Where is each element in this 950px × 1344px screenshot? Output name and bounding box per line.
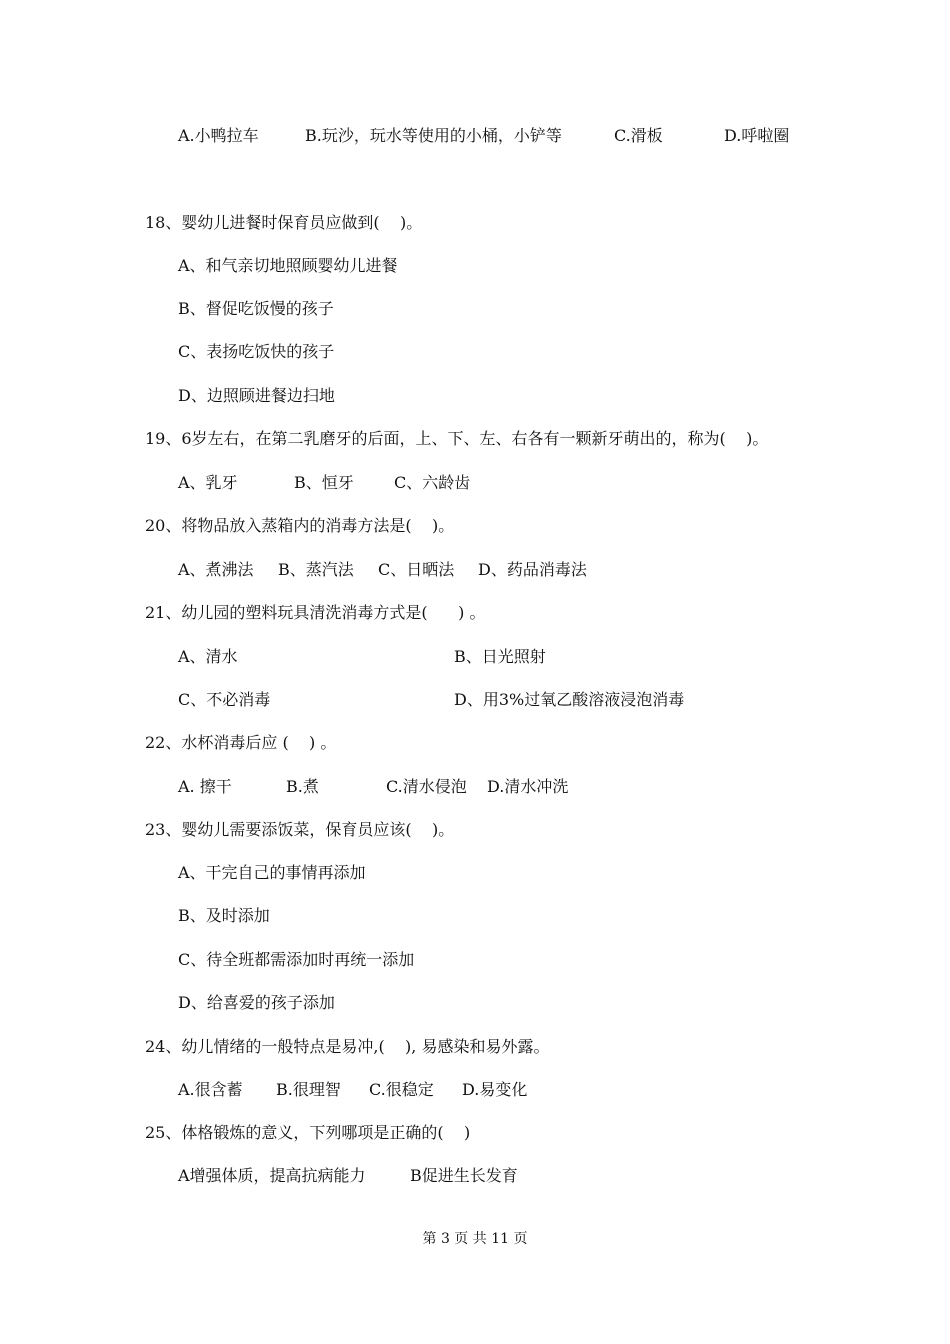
q17-option-b: B.玩沙，玩水等使用的小桶，小铲等 [305,126,562,145]
question-stem: 22、水杯消毒后应 ( ) 。 [145,733,337,752]
option-c: C、待全班都需添加时再统一添加 [178,950,415,969]
option-d: D、用3%过氧乙酸溶液浸泡消毒 [454,690,685,709]
option-a: A增强体质，提高抗病能力 [178,1166,366,1185]
question-stem: 18、婴幼儿进餐时保育员应做到( )。 [145,213,423,232]
option-b: B、恒牙 [294,473,354,492]
option-d: D、给喜爱的孩子添加 [178,993,335,1012]
q17-option-a: A.小鸭拉车 [178,126,259,145]
option-a: A.很含蓄 [178,1080,243,1099]
option-d: D.清水冲洗 [487,777,569,796]
option-b: B.煮 [286,777,319,796]
option-b: B、及时添加 [178,906,270,925]
question-stem: 24、幼儿情绪的一般特点是易冲,( ), 易感染和易外露。 [145,1037,550,1056]
option-c: C.很稳定 [369,1080,434,1099]
option-c: C、日晒法 [378,560,455,579]
option-c: C.清水侵泡 [386,777,467,796]
q17-option-c: C.滑板 [614,126,663,145]
option-d: D、边照顾进餐边扫地 [178,386,335,405]
option-a: A. 擦干 [178,777,232,796]
option-c: C、六龄齿 [394,473,471,492]
option-a: A、清水 [178,647,238,666]
option-b: B、蒸汽法 [278,560,354,579]
option-d: D、药品消毒法 [478,560,587,579]
option-b: B促进生长发育 [410,1166,518,1185]
option-a: A、煮沸法 [178,560,254,579]
option-c: C、表扬吃饭快的孩子 [178,342,335,361]
question-stem: 20、将物品放入蒸箱内的消毒方法是( )。 [145,516,455,535]
question-stem: 23、婴幼儿需要添饭菜，保育员应该( )。 [145,820,455,839]
option-b: B.很理智 [276,1080,341,1099]
option-b: B、督促吃饭慢的孩子 [178,299,334,318]
option-c: C、不必消毒 [178,690,271,709]
page-number-footer: 第 3 页 共 11 页 [422,1231,528,1247]
option-b: B、日光照射 [454,647,546,666]
q17-option-d: D.呼啦圈 [724,126,790,145]
question-stem: 25、体格锻炼的意义，下列哪项是正确的( ) [145,1123,471,1142]
option-a: A、干完自己的事情再添加 [178,863,366,882]
question-stem: 21、幼儿园的塑料玩具清洗消毒方式是( ) 。 [145,603,486,622]
question-stem: 19、6岁左右，在第二乳磨牙的后面，上、下、左、右各有一颗新牙萌出的，称为( )。 [145,429,769,448]
option-d: D.易变化 [462,1080,528,1099]
option-a: A、和气亲切地照顾婴幼儿进餐 [178,256,398,275]
option-a: A、乳牙 [178,473,238,492]
